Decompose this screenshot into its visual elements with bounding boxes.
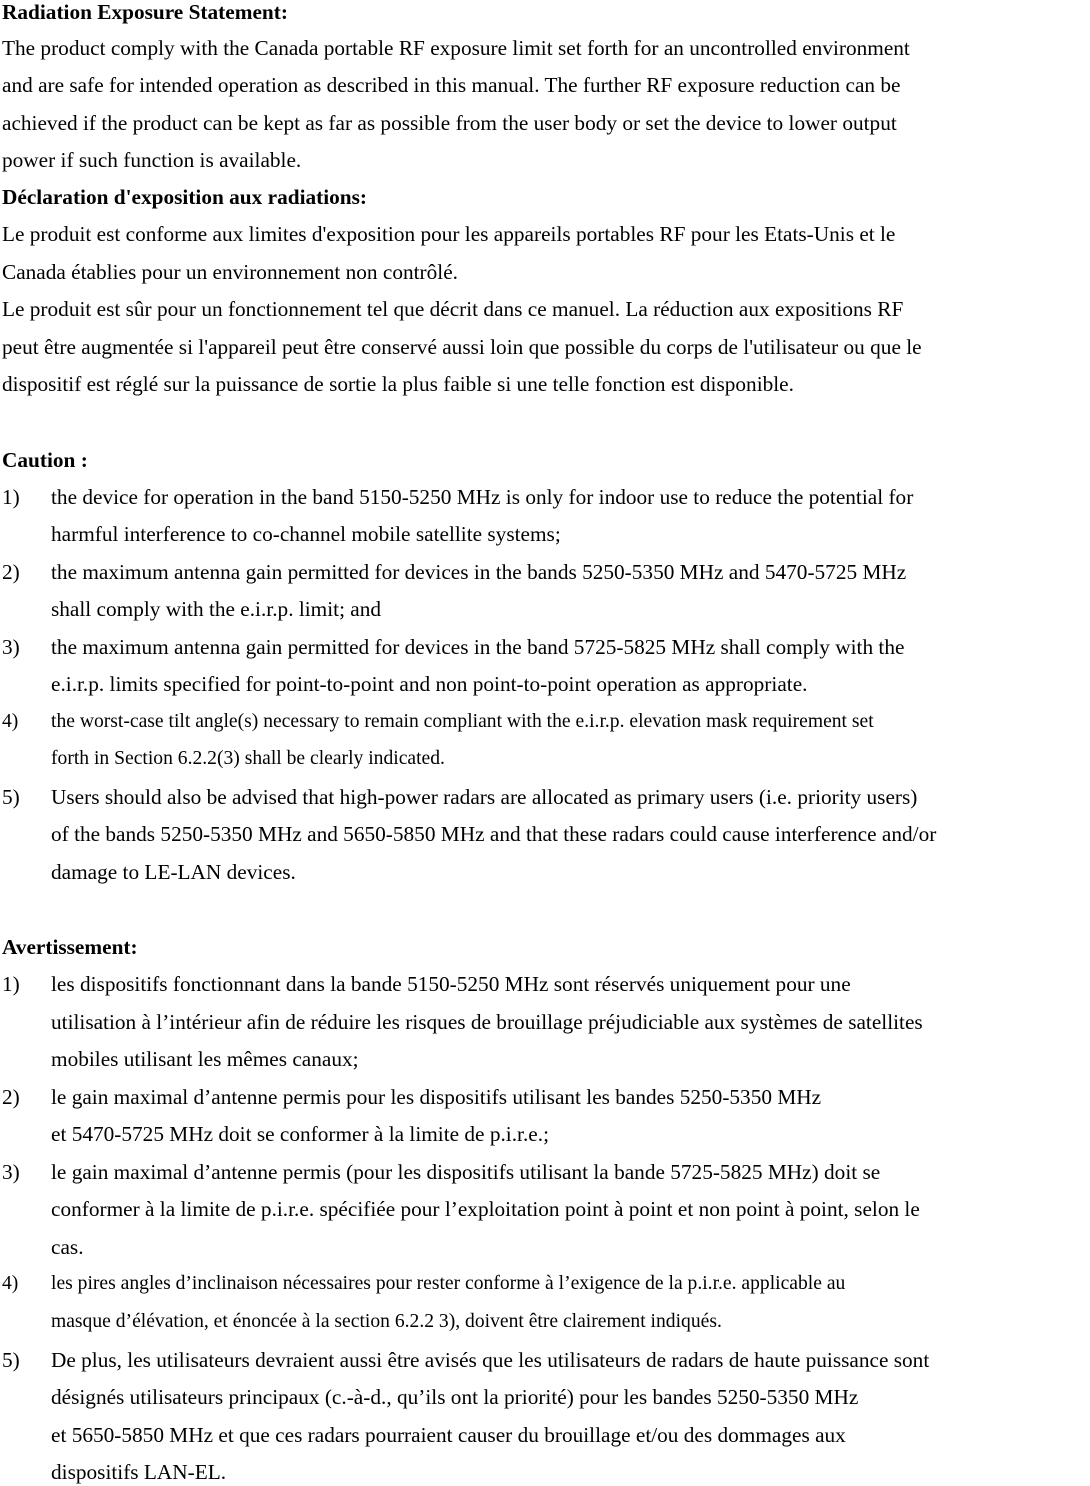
avertissement-item-line: cas. xyxy=(51,1235,84,1259)
caution-item-line: e.i.r.p. limits specified for point-to-point and non point-to-point operation as appropriate. xyxy=(51,672,808,696)
caution-item-number: 4) xyxy=(2,711,19,732)
caution-item-line: forth in Section 6.2.2(3) shall be clearly indicated. xyxy=(51,748,445,769)
avertissement-item-line: masque d’élévation, et énoncée à la section 6.2.2 3), doivent être clairement indiqués. xyxy=(51,1311,722,1332)
avertissement-item-line: les pires angles d’inclinaison nécessaires pour rester conforme à l’exigence de la p.i.r.e. applicable au xyxy=(51,1273,846,1294)
avertissement-item-number: 3) xyxy=(2,1160,20,1184)
avertissement-item-line: dispositifs LAN-EL. xyxy=(51,1460,227,1484)
radiation-body-line: and are safe for intended operation as described in this manual. The further RF exposure reduction can be xyxy=(2,73,901,97)
avertissement-heading: Avertissement: xyxy=(2,935,138,959)
caution-item-number: 3) xyxy=(2,635,20,659)
caution-item-number: 1) xyxy=(2,485,20,509)
avertissement-item-line: mobiles utilisant les mêmes canaux; xyxy=(51,1047,359,1071)
declaration-body-line: Le produit est conforme aux limites d'exposition pour les appareils portables RF pour les Etats-Unis et le xyxy=(2,222,896,246)
avertissement-item-line: le gain maximal d’antenne permis pour les dispositifs utilisant les bandes 5250-5350 MHz xyxy=(51,1085,822,1109)
avertissement-item-line: et 5470-5725 MHz doit se conformer à la limite de p.i.r.e.; xyxy=(51,1122,549,1146)
avertissement-item-line: et 5650-5850 MHz et que ces radars pourraient causer du brouillage et/ou des dommages aux xyxy=(51,1423,846,1447)
avertissement-item-line: désignés utilisateurs principaux (c.-à-d., qu’ils ont la priorité) pour les bandes 5250-5350 MHz xyxy=(51,1385,859,1409)
avertissement-item-line: conformer à la limite de p.i.r.e. spécifiée pour l’exploitation point à point et non point à point, selon le xyxy=(51,1197,920,1221)
avertissement-item-number: 5) xyxy=(2,1348,20,1372)
declaration-body-line: dispositif est réglé sur la puissance de sortie la plus faible si une telle fonction est disponible. xyxy=(2,372,794,396)
avertissement-item-number: 4) xyxy=(2,1273,19,1294)
caution-item-line: Users should also be advised that high-power radars are allocated as primary users (i.e. priority users) xyxy=(51,785,918,809)
caution-item-line: shall comply with the e.i.r.p. limit; and xyxy=(51,597,382,621)
radiation-heading: Radiation Exposure Statement: xyxy=(2,0,288,24)
radiation-body-line: power if such function is available. xyxy=(2,148,302,172)
caution-item-line: damage to LE-LAN devices. xyxy=(51,860,296,884)
caution-item-number: 5) xyxy=(2,785,20,809)
caution-item-line: the maximum antenna gain permitted for devices in the band 5725-5825 MHz shall comply with the xyxy=(51,635,905,659)
declaration-heading: Déclaration d'exposition aux radiations: xyxy=(2,185,368,209)
caution-item-line: the maximum antenna gain permitted for devices in the bands 5250-5350 MHz and 5470-5725 MHz xyxy=(51,560,907,584)
caution-item-line: the device for operation in the band 5150-5250 MHz is only for indoor use to reduce the potential for xyxy=(51,485,914,509)
declaration-body-line: Canada établies pour un environnement non contrôlé. xyxy=(2,260,458,284)
avertissement-item-line: utilisation à l’intérieur afin de réduire les risques de brouillage préjudiciable aux systèmes de satellites xyxy=(51,1010,923,1034)
caution-heading: Caution : xyxy=(2,448,88,472)
avertissement-item-number: 1) xyxy=(2,972,20,996)
declaration-body-line: peut être augmentée si l'appareil peut être conservé aussi loin que possible du corps de l'utilisateur ou que le xyxy=(2,335,922,359)
caution-item-line: of the bands 5250-5350 MHz and 5650-5850 MHz and that these radars could cause interference and/or xyxy=(51,822,937,846)
avertissement-item-number: 2) xyxy=(2,1085,20,1109)
avertissement-item-line: les dispositifs fonctionnant dans la bande 5150-5250 MHz sont réservés uniquement pour une xyxy=(51,972,851,996)
caution-item-line: the worst-case tilt angle(s) necessary to remain compliant with the e.i.r.p. elevation mask requirement set xyxy=(51,711,874,732)
caution-item-number: 2) xyxy=(2,560,20,584)
radiation-body-line: achieved if the product can be kept as far as possible from the user body or set the device to lower output xyxy=(2,111,897,135)
caution-item-line: harmful interference to co-channel mobile satellite systems; xyxy=(51,522,561,546)
avertissement-item-line: le gain maximal d’antenne permis (pour les dispositifs utilisant la bande 5725-5825 MHz) doit se xyxy=(51,1160,881,1184)
radiation-body-line: The product comply with the Canada portable RF exposure limit set forth for an uncontrolled environment xyxy=(2,36,910,60)
declaration-body-line: Le produit est sûr pour un fonctionnement tel que décrit dans ce manuel. La réduction aux expositions RF xyxy=(2,297,904,321)
avertissement-item-line: De plus, les utilisateurs devraient aussi être avisés que les utilisateurs de radars de haute puissance sont xyxy=(51,1348,930,1372)
